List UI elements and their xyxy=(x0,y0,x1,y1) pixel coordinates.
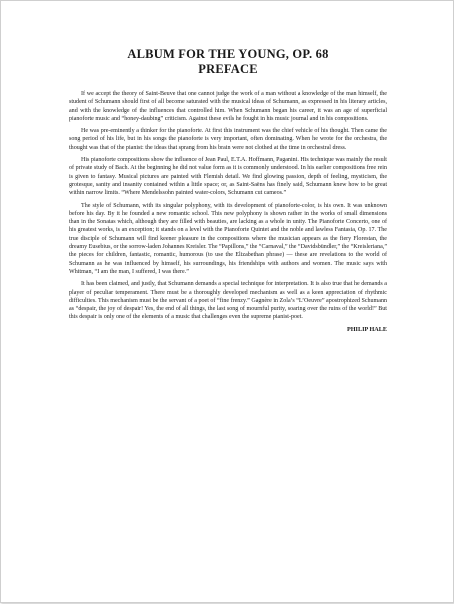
paragraph: His pianoforte compositions show the influence of Jean Paul, E.T.A. Hoffmann, Paganini. His technique was mainly the result of private study of Bach. At the beginning he did not value form as it is commonly understood. In his earlier compositions free rein is given to fantasy. Musical pictures are painted with Flemish detail. We find glowing passion, depth of feeling, mysticism, the grotesque, sanity and insanity contained within a little space; or, as Saint-Saëns has finely said, Schumann knew how to be great within narrow limits. “Where Mendelssohn painted water-colors, Schumann cut cameos.” xyxy=(69,157,387,197)
paragraph: The style of Schumann, with its singular polyphony, with its development of pianoforte-color, is his own. It was unknown before his day. By it he founded a new romantic school. This new polyphony is shown rather in the works of small dimensions than in the Sonatas which, although they are filled with beauties, are lacking as a whole in unity. The Pianoforte Concerto, one of his greatest works, is an exception; it stands on a level with the Pianoforte Quintet and the noble and lawless Fantasia, Op. 17. The true disciple of Schumann will find keener pleasure in the compositions where the musician appears as the fiery Florestan, the dreamy Eusebius, or the sorrow-laden Johannes Kreisler. The “Papillons,” the “Carnaval,” the “Davidsbündler,” the “Kreisleriana,” the pieces for children, fantastic, romantic, humorous (to use the Elizabethan phrase) — these are revelations to the world of Schumann as he was influenced by himself, his surroundings, his friendships with authors and women. The music says with Whitman, “I am the man, I suffered, I was there.” xyxy=(69,202,388,275)
heading-block xyxy=(69,47,387,77)
document-subtitle: PREFACE xyxy=(198,62,258,76)
page-content xyxy=(69,47,387,334)
paragraph: It has been claimed, and justly, that Schumann demands a special technique for interpretation. It is also true that he demands a player of peculiar temperament. There must be a thoroughly developed mechanism as well as a keen appreciation of rhythmic difficulties. This mechanism must be the servant of a poet of “fine frenzy.” Gagnère in Zola’s “L’Oeuvre” apostrophized Schumann as “despair, the joy of despair! Yes, the end of all things, the last song of mournful purity, soaring over the ruins of the world!” But this despair is only one of the elements of a music that challenges even the supreme pianist-poet. xyxy=(69,281,387,321)
paragraph: He was pre-eminently a thinker for the pianoforte. At first this instrument was the chief vehicle of his thought. Then came the song period of his life, but in his songs the pianoforte is very important, often dominating. When he wrote for the orchestra, the thought was that of the pianist: the ideas that sprang from his brain were not clothed at the time in orchestral dress. xyxy=(69,128,387,151)
paragraph: If we accept the theory of Saint-Beuve that one cannot judge the work of a man without a knowledge of the man himself, the student of Schumann should first of all become saturated with the musical ideas of Schumann, as expressed in his literary articles, and with the knowledge of the influences that controlled him. When Schumann began his career, it was an age of superficial pianoforte music and “honey-daubing” criticism. Against these evils he fought in his music journal and in his compositions. xyxy=(69,91,387,122)
author-signature: PHILIP HALE xyxy=(346,325,387,333)
document-title: ALBUM FOR THE YOUNG, OP. 68 xyxy=(127,47,329,61)
